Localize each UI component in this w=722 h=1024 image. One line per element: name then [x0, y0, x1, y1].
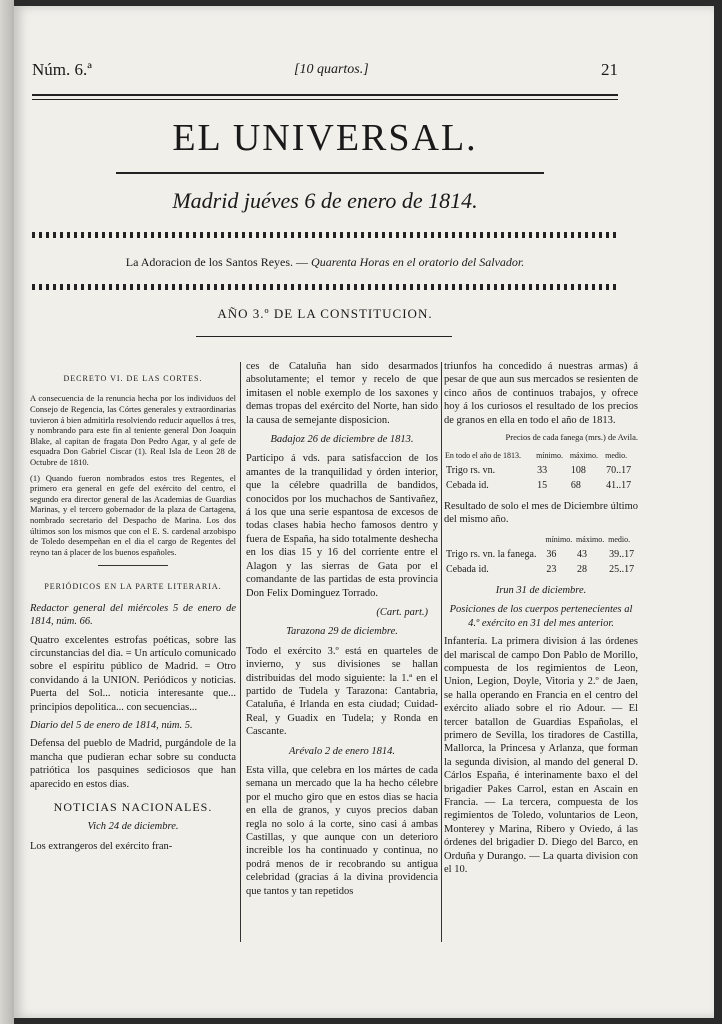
ornamental-rule	[32, 232, 618, 238]
cell: Cebada id.	[446, 480, 489, 492]
cell: 39..17	[609, 549, 635, 561]
diario-title: Diario del 5 de enero de 1814, núm. 5.	[30, 719, 193, 731]
price-quarters: [10 quartos.]	[294, 62, 369, 77]
redactor-text: Quatro excelentes estrofas poéticas, sobre las circunstancias del dia. = Un artículo comunicado sobre el espíritu público de Madrid. = Otro convidando á la UNION. Periódicos y noticias. Puerta del Sol... noticia interesante que... principios depolitica... con secuencias...	[30, 634, 236, 713]
table-row	[444, 562, 638, 577]
december-caption: Resultado de solo el mes de Diciembre último del mismo año.	[444, 500, 638, 526]
masthead-title: EL UNIVERSAL.	[172, 117, 478, 159]
col-header: medio.	[605, 450, 628, 460]
badajoz-dateline: Badajoz 26 de diciembre de 1813.	[270, 434, 414, 446]
positions-title: Posiciones de los cuerpos pertenecientes al 4.º exército en 31 del mes anterior.	[449, 604, 633, 629]
arevalo-text: Esta villa, que celebra en los mártes de cada semana un mercado que la ha hecho célebre por el mucho giro que en estos dias se hacia en ella de granos, y cuyos precios daban regla no solo á la corte, sino casi á ambas Castillas, y que aunque con un deterioro increible los ha continuado y continua, no podrá menos de ir recobrando su antigua celebridad (gracias á la divina providencia que tantos y tan repetidos	[246, 764, 438, 897]
col-header: mínimo.	[536, 450, 563, 460]
vich-text: Los extrangeros del exército fran-	[30, 840, 173, 852]
cell: 108	[570, 465, 586, 477]
feast-line	[32, 255, 618, 270]
column-3	[444, 360, 638, 881]
page-number: 21	[601, 60, 618, 79]
footnote: (1) Quando fueron nombrados estos tres Regentes, el primero era general en gefe del exército del centro, el segundo era director general de las Academias de Guardias Marinas, y el tercero gobernador de la plaza de Cartagena, nombrado secretario del Despacho de Marina. Los dos últimos son los mismos que con el E. S. cardenal arzobispo de Toledo desempeñan en el dia el cargo de Regentes del reyno tan á placer de los buenos españoles.	[30, 472, 236, 557]
cell: 43	[577, 549, 588, 561]
cataluna-text: ces de Cataluña han sido desarmados absolutamente; el temor y recelo de que imitasen el noble exemplo de los saxones y demas tropas del exército del Norte, han sido la causa de semejante disposicion.	[246, 361, 438, 426]
vich-dateline: Vich 24 de diciembre.	[87, 821, 179, 833]
title-rule	[116, 172, 544, 174]
cell: 15	[537, 480, 548, 492]
column-1	[30, 360, 236, 858]
divider	[98, 565, 168, 566]
infantry-text: Infantería. La primera division á las órdenes del mariscal de campo Don Pablo de Morillo, compuesta de los regimientos de Leon, Union, Legion, Doyle, Vitoria y 2.º de Jaen, se halla operando en Francia en el centro del exército aliado sobre el rio Adour. — El tercer batallon de Guardias Españolas, el primero de Sevilla, los tiradores de Castilla, Mallorca, la Princesa y Arlanza, que forman la segunda division, al mando del general D. Cárlos España, é interinamente baxo el del brigadier Pakes Carrol, estan en Ascain en Francia. — La tercera, compuesta de los regimientos de Toledo, voluntarios de Leon, Monterey y Marina, Ribero y Oviedo, á las órdenes del brigadier D. Diego del Barco, en Orduña y Durango. — La quarta division con el 10.	[444, 636, 638, 875]
price-caption: Precios de cada fanega (mrs.) de Avila.	[505, 432, 638, 443]
column-divider	[240, 362, 241, 942]
running-head	[32, 60, 618, 84]
price-table-1	[444, 448, 638, 494]
constitution-year: AÑO 3.º DE LA CONSTITUCION.	[217, 306, 433, 321]
national-news-heading: NOTICIAS NACIONALES.	[53, 800, 213, 814]
cell: 36	[546, 549, 557, 561]
cell: Cebada id.	[446, 564, 489, 576]
table-row-label: En todo el año de 1813.	[445, 450, 521, 460]
issue-number: Núm. 6.ª	[32, 60, 92, 79]
cell: Trigo rs. vn. la fanega.	[446, 549, 537, 561]
col-header: medio.	[608, 534, 631, 544]
badajoz-text: Participo á vds. para satisfaccion de los amantes de la tranquilidad y órden interior, que la célebre quadrilla de bandidos, conocidos por los muchachos de Santivañez, á los que una serie espantosa de excesos de todas clases habia hecho famosos dentro y fuera de España, ha sido totalmente deshecha en los dias 15 y 16 del corriente entre el Alagon y las sierras de Gata por el comandante de las partidas de esta provincia Don Felix Dominguez Torrado.	[246, 453, 438, 599]
ornamental-rule	[32, 284, 618, 290]
tarazona-text: Todo el exército 3.º está en quarteles de invierno, y sus divisiones se hallan distribuidas del modo siguiente: la 1.ª en el partido de Tudela y Tarazona: Cantabria, Cataluña, é Irlanda en esta ciudad; Cuidad-Real, y Guadix en Tudela; y Ronda en Cascante.	[246, 645, 438, 738]
dateline: Madrid juéves 6 de enero de 1814.	[172, 188, 478, 213]
cart-part: (Cart. part.)	[376, 606, 428, 618]
cell: 23	[546, 564, 557, 576]
col-header: máximo.	[569, 450, 599, 460]
column-divider	[441, 362, 442, 942]
decree-heading: DECRETO VI. DE LAS CORTES.	[63, 374, 203, 383]
decree-text: A consecuencia de la renuncia hecha por los individuos del Consejo de Regencia, las Córtes generales y extraordinarias tuvieron á bien admitirla resolviendo reducir aquellos á tres, y nombrando para este fin al teniente general Don Joaquin Blake, al capitan de fragata Don Pedro Agar, y al gefe de esquadra Don Gabriel Ciscar (1). Real Isla de Leon 28 de Octubre de 1810.	[30, 393, 236, 467]
arevalo-dateline: Arévalo 2 de enero 1814.	[288, 745, 396, 757]
redactor-title: Redactor general del miércoles 5 de enero de 1814, núm. 66.	[30, 602, 236, 628]
table-row	[444, 478, 638, 493]
tarazona-dateline: Tarazona 29 de diciembre.	[286, 626, 398, 638]
cell: 70..17	[606, 465, 632, 477]
price-table-2	[444, 532, 638, 578]
irun-dateline: Irun 31 de diciembre.	[495, 584, 587, 596]
col-header: máximo.	[576, 534, 605, 544]
table-row	[444, 547, 638, 562]
table-row	[444, 463, 638, 478]
cell: Trigo rs. vn.	[446, 465, 496, 477]
oratory-text: Quarenta Horas en el oratorio del Salvador.	[311, 255, 525, 269]
periodicals-heading: PERIÓDICOS EN LA PARTE LITERARIA.	[44, 582, 222, 592]
cell: 28	[577, 564, 588, 576]
column-2	[246, 360, 438, 903]
diario-text: Defensa del pueblo de Madrid, purgándole de la mancha que pudieran echar sobre su conducta patriótica los pasquines sediciosos que han aparecido en estos dias.	[30, 738, 236, 790]
col-header: mínimo.	[545, 534, 573, 544]
cell: 41..17	[606, 480, 632, 492]
granos-text: triunfos ha concedido á nuestras armas) á pesar de que aun sus mercados se resienten de cinco años de continuos trabajos, y ofrece hoy á los curiosos el resultado de los precios de granos en ella en todo el año de 1813.	[444, 361, 638, 426]
page-edge	[0, 0, 14, 1024]
cell: 68	[570, 480, 581, 492]
cell: 25..17	[609, 564, 635, 576]
cell: 33	[537, 465, 548, 477]
double-rule	[32, 94, 618, 100]
feast-text: La Adoracion de los Santos Reyes. —	[125, 255, 309, 269]
section-rule	[196, 336, 452, 337]
